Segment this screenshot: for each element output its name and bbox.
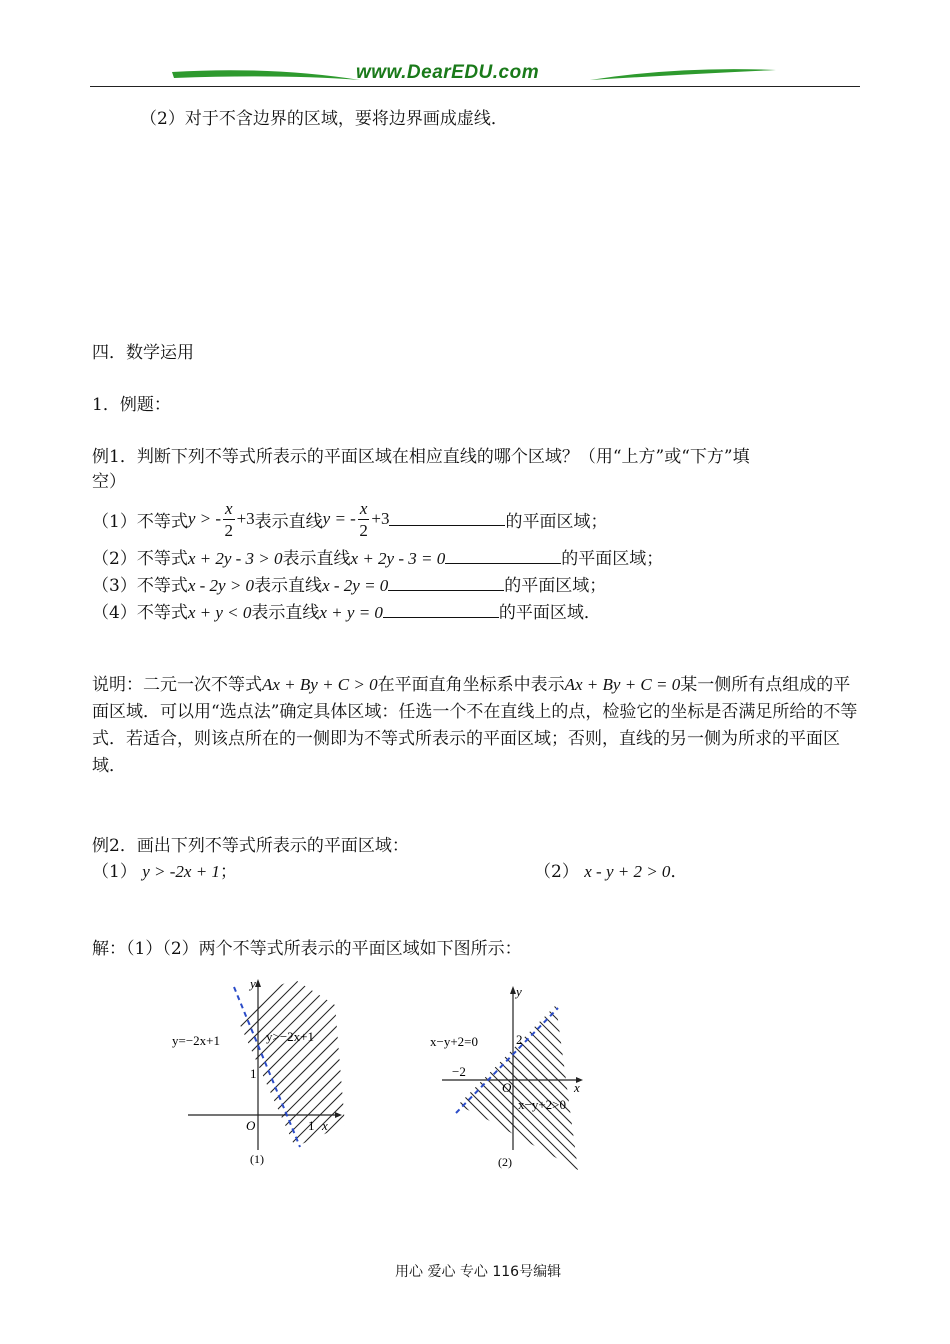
ex1-item1-line-b: +3	[371, 509, 390, 528]
figure-1	[170, 975, 370, 1175]
answer-blank-4[interactable]	[383, 616, 499, 618]
ex2-item1-end: ；	[219, 862, 237, 882]
figure1-region-label: y>−2x+1	[266, 1029, 314, 1044]
ex1-question-line2: 空）	[92, 472, 126, 492]
ex1-item1-ineq-b: +3	[236, 509, 255, 528]
ex1-item-3	[92, 571, 606, 596]
ex1-item1-frac-1	[223, 500, 235, 539]
ex1-item3-ineq: x - 2y > 0	[187, 576, 255, 595]
ex1-item4-line: x + y = 0	[319, 603, 383, 622]
ex1-item-4	[92, 598, 601, 623]
ex1-item1-suffix: 的平面区域；	[505, 511, 608, 532]
figure2-y-label: y	[516, 984, 522, 999]
ex1-item3-prefix: （3）不等式	[92, 576, 188, 596]
ex1-item2-ineq: x + 2y - 3 > 0	[187, 549, 283, 568]
swoosh-right	[590, 69, 776, 80]
ex1-item3-suffix: 的平面区域；	[504, 576, 607, 596]
ex1-item4-mid: 表示直线	[251, 603, 320, 623]
frac-denominator: 2	[359, 520, 368, 540]
ex2-title: 例2．画出下列不等式所表示的平面区域：	[92, 836, 409, 856]
figure2-tick-x: −2	[452, 1064, 466, 1079]
ex1-item2-prefix: （2）不等式	[92, 549, 188, 569]
examples-heading: 1．例题：	[92, 395, 171, 415]
figure2-caption: (2)	[498, 1155, 512, 1169]
figure1-origin: O	[246, 1118, 256, 1133]
ex1-item-2	[92, 544, 663, 569]
figure2-origin: O	[502, 1080, 512, 1095]
figure1-hatch	[170, 975, 370, 1175]
ex2-item1-label: （1）	[92, 862, 137, 882]
figure1-y-label: y	[250, 976, 256, 991]
figure1-x-arrow	[335, 1112, 342, 1118]
answer-blank-1[interactable]	[389, 524, 505, 526]
ex1-item4-suffix: 的平面区域．	[498, 603, 601, 623]
note-paragraph	[92, 671, 862, 780]
frac-denominator: 2	[224, 520, 234, 540]
intro-note: （2）对于不含边界的区域，要将边界画成虚线．	[140, 109, 508, 129]
ex1-item1-frac-2	[358, 500, 370, 539]
figure2-region-label: x−y+2>0	[518, 1097, 566, 1112]
note-line: Ax + By + C = 0	[564, 675, 681, 694]
figure2-x-label: x	[574, 1080, 580, 1095]
figure1-tick-x: 1	[308, 1118, 315, 1133]
ex1-item2-mid: 表示直线	[282, 549, 351, 569]
solution-text: 解：（1）（2）两个不等式所表示的平面区域如下图所示：	[92, 939, 522, 959]
figure1-x-label: x	[322, 1118, 328, 1133]
frac-numerator: x	[225, 498, 233, 518]
ex1-question-line1: 例1．判断下列不等式所表示的平面区域在相应直线的哪个区域？（用“上方”或“下方”填	[92, 447, 750, 467]
figure2-tick-y: 2	[516, 1032, 523, 1047]
note-p1a: 说明：二元一次不等式	[92, 675, 262, 695]
figure1-tick-y: 1	[250, 1066, 257, 1081]
swoosh-left	[172, 70, 360, 80]
figure1-y-arrow	[255, 979, 261, 987]
ex1-item1-ineq-a: y > -	[187, 509, 222, 528]
ex2-item2-math: x - y + 2 > 0	[584, 862, 671, 881]
figure-2	[428, 980, 598, 1180]
page-footer: 用心 爱心 专心 116号编辑	[395, 1264, 562, 1280]
answer-blank-3[interactable]	[388, 589, 504, 591]
figure1-caption: (1)	[250, 1152, 264, 1166]
answer-blank-2[interactable]	[445, 562, 561, 564]
figure1-boundary-line	[234, 987, 300, 1147]
ex1-item1-line-a: y = -	[322, 509, 356, 528]
ex2-item2-end: ．	[670, 862, 688, 882]
figure2-line-label: x−y+2=0	[430, 1034, 478, 1049]
note-rest: 组成的平面区域．可以用“选点法”确定具体区域：任选一个不在直线上的点，检验它的坐标是否满足所给的不等式．若适合，则该点所在的一侧即为不等式所表示的平面区域；否则，直线的另一侧为所求的平面区域．	[92, 675, 858, 776]
header-logo-text[interactable]: www.DearEDU.com	[356, 62, 540, 83]
ex2-item-1	[92, 857, 237, 882]
ex1-item2-suffix: 的平面区域；	[561, 549, 664, 569]
ex2-item2-label: （2）	[534, 862, 579, 882]
ex1-item3-line: x - 2y = 0	[322, 576, 389, 595]
figure1-line-label: y=−2x+1	[172, 1033, 220, 1048]
ex1-item-1	[92, 496, 607, 542]
ex2-item1-math: y > -2x + 1	[142, 862, 220, 881]
ex1-item1-prefix: （1）不等式	[92, 511, 188, 532]
ex2-item-2	[534, 857, 687, 882]
note-ineq: Ax + By + C > 0	[262, 675, 378, 694]
ex1-item1-mid: 表示直线	[254, 511, 323, 532]
ex1-item2-line: x + 2y - 3 = 0	[350, 549, 446, 568]
ex1-item4-prefix: （4）不等式	[92, 603, 188, 623]
ex1-item3-mid: 表示直线	[254, 576, 323, 596]
section-title: 四．数学运用	[92, 343, 194, 363]
frac-numerator: x	[359, 498, 368, 518]
note-p1c: 某一侧所有点	[680, 675, 783, 695]
ex1-item4-ineq: x + y < 0	[187, 603, 252, 622]
note-p1b: 在平面直角坐标系中表示	[377, 675, 565, 695]
